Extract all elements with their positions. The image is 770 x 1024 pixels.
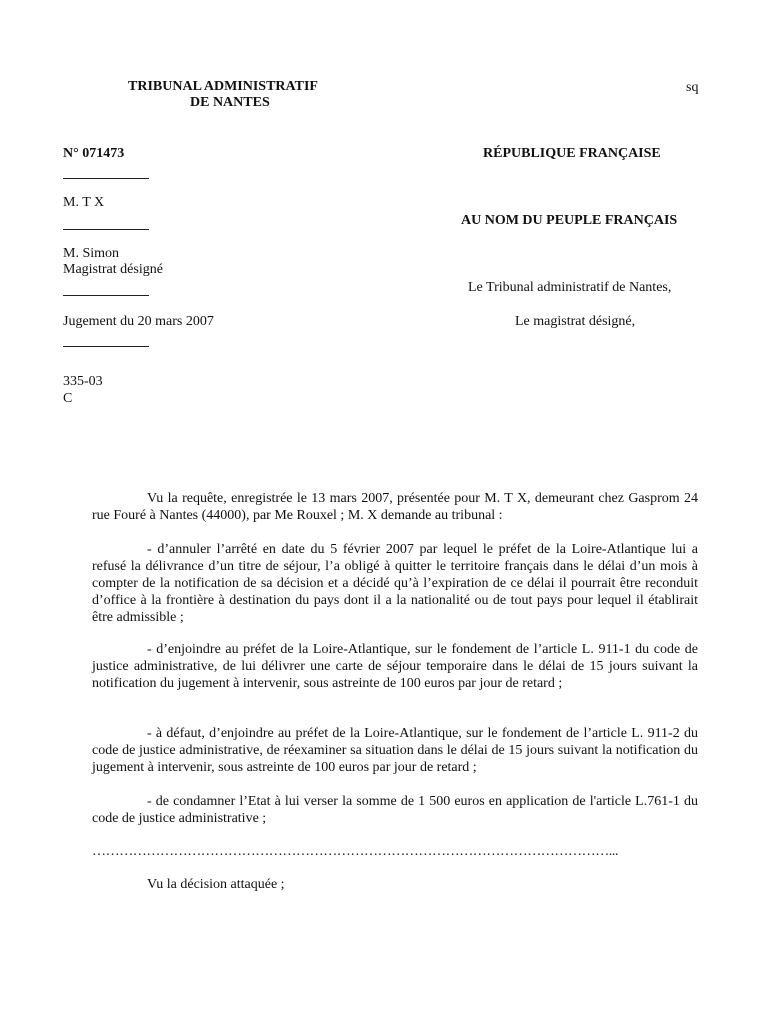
paragraph-default: - à défaut, d’enjoindre au préfet de la Loire-Atlantique, sur le fondement de l’article L. 911-2 du code de justice administrative, de réexaminer sa situation dans le délai de 15 jours suivant la notification du jugement à intervenir, sous astreinte de 100 euros par jour de retard ; [92,726,698,775]
paragraph-request: Vu la requête, enregistrée le 13 mars 2007, présentée pour M. T X, demeurant chez Gasprom 24 rue Fouré à Nantes (44000), par Me Rouxel ; M. X demande au tribunal : [92,491,698,523]
separator-1 [63,178,149,179]
republic-heading: RÉPUBLIQUE FRANÇAISE [483,146,661,161]
ellipsis-line: ……………………………………………………………………………………………………... [92,844,619,859]
paragraph-condemn: - de condamner l’Etat à lui verser la somme de 1 500 euros en application de l'article L.761-1 du code de justice administrative ; [92,794,698,826]
separator-2 [63,229,149,230]
case-number: N° 071473 [63,146,125,161]
paragraph-enjoin: - d’enjoindre au préfet de la Loire-Atlantique, sur le fondement de l’article L. 911-1 du code de justice administrative, de lui délivrer une carte de séjour temporaire dans le délai de 15 jours suivant la notification du jugement à intervenir, sous astreinte de 100 euros par jour de retard ; [92,642,698,691]
judge-role: Magistrat désigné [63,262,163,277]
last-line: Vu la décision attaquée ; [147,877,285,892]
court-name-line1: TRIBUNAL ADMINISTRATIF [128,79,318,94]
separator-4 [63,346,149,347]
initials: sq [686,80,699,95]
separator-3 [63,295,149,296]
tribunal-line: Le Tribunal administratif de Nantes, [468,280,672,295]
party-name: M. T X [63,195,105,210]
people-heading: AU NOM DU PEUPLE FRANÇAIS [461,213,678,228]
classification-letter: C [63,391,73,406]
judge-name: M. Simon [63,246,120,261]
judgment-date: Jugement du 20 mars 2007 [63,314,214,329]
court-name-line2: DE NANTES [190,95,270,110]
classification-code: 335-03 [63,374,103,389]
paragraph-annul: - d’annuler l’arrêté en date du 5 février 2007 par lequel le préfet de la Loire-Atlantique lui a refusé la délivrance d’un titre de séjour, l’a obligé à quitter le territoire français dans le délai d’un mois à compter de la notification de sa décision et a décidé qu’à l’expiration de ce délai il pourrait être reconduit d’office à la frontière à destination du pays dont il a la nationalité ou de tout pays pour lequel il établirait être admissible ; [92,542,698,625]
magistrate-line: Le magistrat désigné, [515,314,636,329]
